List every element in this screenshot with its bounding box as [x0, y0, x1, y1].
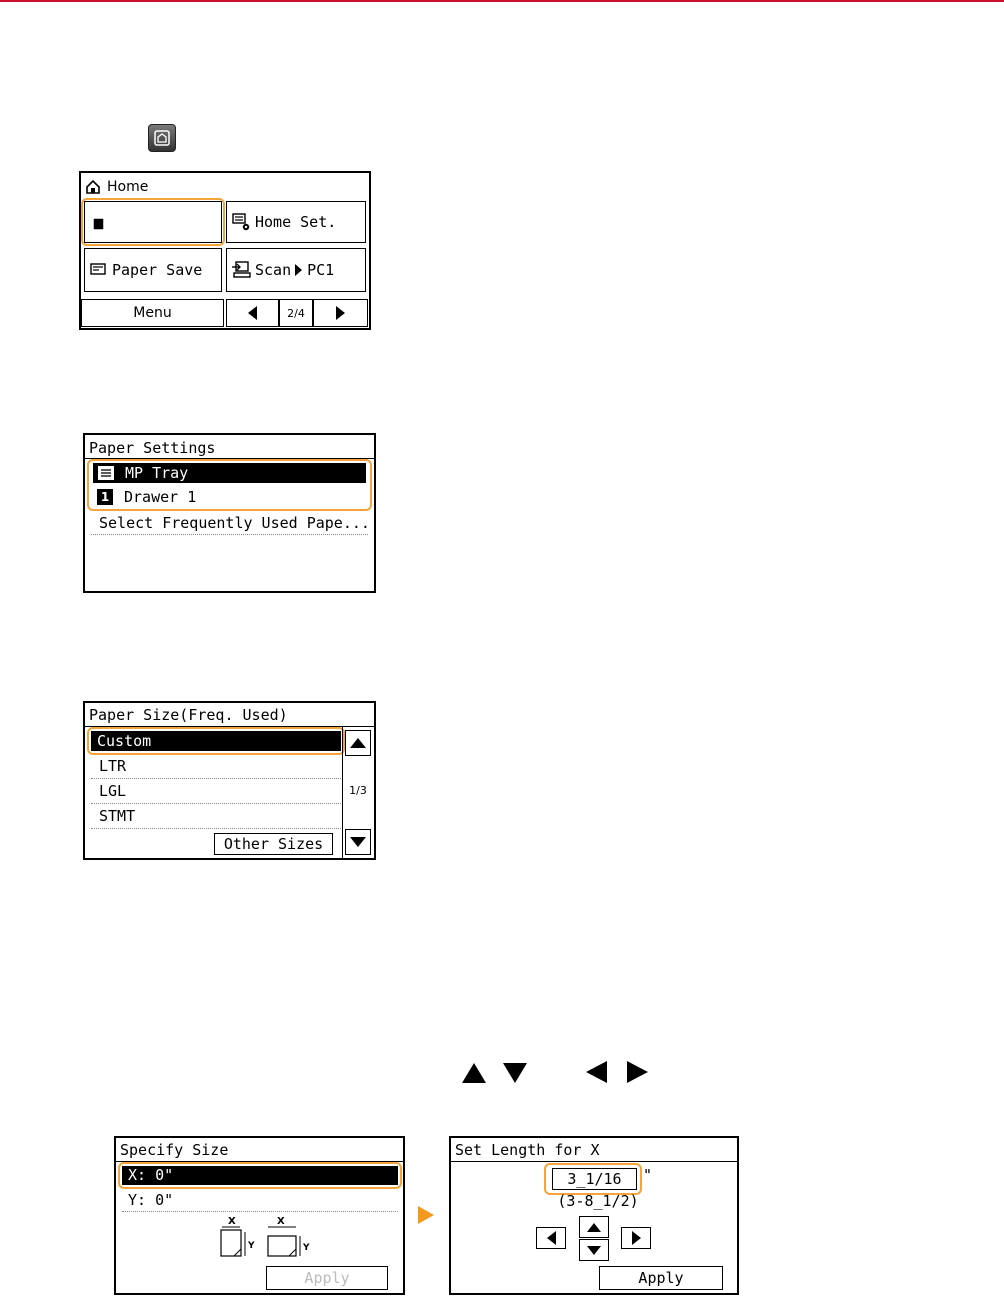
paper-size-screen — [83, 701, 376, 860]
apply-label: Apply — [304, 1269, 350, 1287]
page-indicator — [279, 299, 313, 327]
home-icon — [85, 179, 101, 195]
other-sizes-button[interactable] — [214, 833, 333, 855]
tile-scan-pc1[interactable] — [226, 248, 366, 292]
stmt-label: STMT — [99, 807, 136, 825]
tile-paper-save[interactable] — [84, 248, 222, 292]
tile-paper-save-label: Paper Save — [112, 261, 203, 279]
scan-icon — [231, 260, 253, 280]
length-value: 3_1/16 — [567, 1170, 622, 1188]
home-title-bar — [81, 177, 369, 197]
specify-size-title: Specify Size — [120, 1141, 229, 1159]
decrement-button[interactable] — [579, 1239, 609, 1261]
other-sizes-label: Other Sizes — [223, 835, 324, 853]
scroll-up-button[interactable] — [345, 730, 371, 756]
next-page-button[interactable] — [313, 299, 368, 327]
instruction-arrow-keys — [460, 1060, 660, 1086]
highlight-paper-set — [81, 198, 225, 246]
apply-label: Apply — [638, 1269, 684, 1287]
page-indicator-text: 2/4 — [287, 306, 305, 320]
arrow-left-icon — [248, 306, 257, 320]
apply-button[interactable] — [599, 1266, 723, 1290]
cursor-right-button[interactable] — [621, 1227, 651, 1249]
paper-dimension-diagram — [216, 1212, 316, 1262]
apply-button-disabled[interactable] — [266, 1266, 388, 1290]
menu-button-label: Menu — [133, 305, 172, 321]
x-value-label: X: 0" — [128, 1166, 174, 1184]
specify-size-screen — [114, 1136, 405, 1295]
tile-scan-label: Scan — [255, 261, 292, 279]
arrow-right-icon — [632, 1231, 641, 1245]
scroll-page-indicator: 1/3 — [349, 784, 367, 797]
y-value-row[interactable] — [122, 1190, 398, 1212]
length-unit: " — [643, 1166, 653, 1184]
arrow-left-icon — [547, 1231, 556, 1245]
list-item-stmt[interactable] — [91, 805, 341, 829]
tile-scan-destination: PC1 — [307, 261, 335, 279]
menu-button[interactable] — [81, 299, 224, 327]
tile-home-set[interactable] — [226, 201, 366, 243]
arrow-left-icon — [586, 1061, 607, 1083]
diagram-x-label-landscape: X — [277, 1216, 285, 1227]
lgl-label: LGL — [99, 782, 127, 800]
ltr-label: LTR — [99, 757, 127, 775]
paper-settings-title: Paper Settings — [89, 439, 216, 457]
title-divider — [451, 1161, 737, 1162]
home-title: Home — [107, 179, 149, 195]
paper-settings-screen — [83, 433, 376, 593]
paper-size-title: Paper Size(Freq. Used) — [89, 706, 288, 724]
diagram-y-label: Y — [248, 1241, 255, 1251]
list-item-ltr[interactable] — [91, 755, 341, 779]
arrow-right-icon — [295, 264, 302, 276]
y-value-label: Y: 0" — [128, 1191, 174, 1209]
highlight-length-value — [544, 1163, 642, 1195]
increment-button[interactable] — [579, 1216, 609, 1238]
list-item-lgl[interactable] — [91, 780, 341, 804]
diagram-x-label: X — [228, 1216, 236, 1227]
prev-page-button[interactable] — [226, 299, 279, 327]
paper-save-icon — [89, 260, 109, 280]
arrow-up-icon — [587, 1223, 601, 1232]
arrow-down-icon — [350, 837, 366, 847]
drawer-number-icon: 1 — [97, 489, 113, 505]
arrow-up-icon — [350, 738, 366, 748]
custom-label: Custom — [97, 732, 152, 750]
home-screen — [79, 171, 371, 330]
highlight-paper-sources — [87, 459, 372, 511]
list-item-frequently-used[interactable] — [91, 513, 368, 535]
set-length-screen — [449, 1136, 739, 1295]
arrow-down-icon — [587, 1246, 601, 1255]
length-range: (3-8_1/2) — [557, 1192, 639, 1210]
home-key-icon[interactable] — [148, 124, 176, 152]
diagram-y-label-landscape: Y — [303, 1243, 310, 1253]
arrow-right-icon — [336, 306, 345, 320]
highlight-x-value — [118, 1162, 402, 1189]
tile-paper-set-label: Paper Set. — [115, 213, 206, 231]
tile-home-set-label: Home Set. — [255, 213, 337, 231]
highlight-custom — [87, 727, 345, 755]
arrow-up-icon — [462, 1063, 486, 1083]
arrow-right-icon — [627, 1061, 648, 1083]
next-step-arrow-icon — [418, 1206, 434, 1224]
scroll-down-button[interactable] — [345, 829, 371, 855]
cursor-left-button[interactable] — [536, 1227, 566, 1249]
top-divider — [0, 0, 1004, 2]
mp-tray-label: MP Tray — [125, 464, 189, 482]
set-length-title: Set Length for X — [455, 1141, 600, 1159]
home-settings-icon — [231, 211, 253, 233]
scrollbar[interactable] — [342, 727, 374, 858]
frequently-used-label: Select Frequently Used Pape... — [99, 514, 370, 532]
arrow-down-icon — [503, 1063, 527, 1083]
drawer-1-label: Drawer 1 — [124, 488, 197, 506]
